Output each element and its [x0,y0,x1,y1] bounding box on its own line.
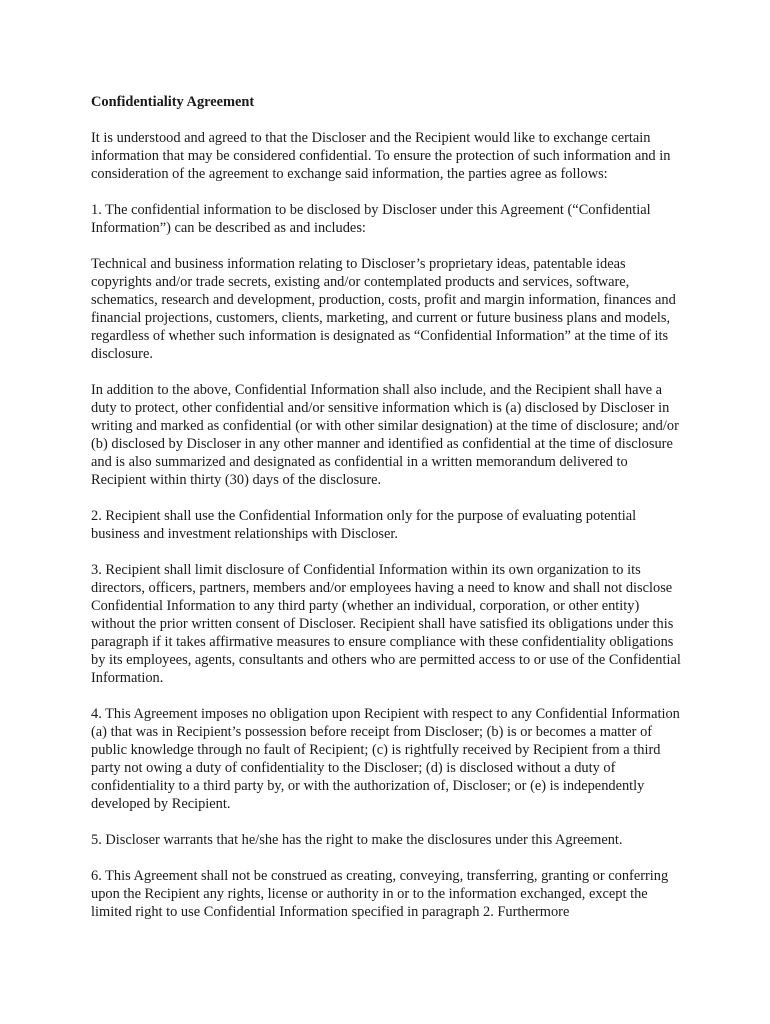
clause-1-detail-paragraph: Technical and business information relating to Discloser’s proprietary ideas, patentable ideas copyrights and/or trade secrets, existing and/or contemplated products and services, software, schematics, research and development, production, costs, profit and margin information, finances and financial projections, customers, clients, marketing, and current or future business plans and models, regardless of whether such information is designated as “Confidential Information” at the time of its disclosure. [91,256,676,362]
clause-2-paragraph: 2. Recipient shall use the Confidential Information only for the purpose of evaluating potential business and investment relationships with Discloser. [91,508,637,542]
document-body [91,93,683,939]
clause-1-additional-paragraph: In addition to the above, Confidential Information shall also include, and the Recipient shall have a duty to protect, other confidential and/or sensitive information which is (a) disclosed by Discloser in writing and marked as confidential (or with other similar designation) at the time of disclosure; and/or (b) disclosed by Discloser in any other manner and identified as confidential at the time of disclosure and is also summarized and designated as confidential in a written memorandum delivered to Recipient within thirty (30) days of the disclosure. [91,382,679,488]
clause-3-paragraph: 3. Recipient shall limit disclosure of Confidential Information within its own organization to its directors, officers, partners, members and/or employees having a need to know and shall not disclose Confidential Information to any third party (whether an individual, corporation, or other entity) without the prior written consent of Discloser. Recipient shall have satisfied its obligations under this paragraph if it takes affirmative measures to ensure compliance with these confidentiality obligations by its employees, agents, consultants and others who are permitted access to or use of the Confidential Information. [91,562,681,686]
document-title: Confidentiality Agreement [91,94,255,110]
clause-4-paragraph: 4. This Agreement imposes no obligation upon Recipient with respect to any Confidential Information (a) that was in Recipient’s possession before receipt from Discloser; (b) is or becomes a matter of public knowledge through no fault of Recipient; (c) is rightfully received by Recipient from a third party not owing a duty of confidentiality to the Discloser; (d) is disclosed without a duty of confidentiality to a third party by, or with the authorization of, Discloser; or (e) is independently developed by Recipient. [91,706,680,812]
clause-5-paragraph: 5. Discloser warrants that he/she has the right to make the disclosures under this Agreement. [91,832,623,848]
clause-6-paragraph: 6. This Agreement shall not be construed as creating, conveying, transferring, granting or conferring upon the Recipient any rights, license or authority in or to the information exchanged, except the limited right to use Confidential Information specified in paragraph 2. Furthermore [91,868,669,920]
clause-1-paragraph: 1. The confidential information to be disclosed by Discloser under this Agreement (“Confidential Information”) can be described as and includes: [91,202,651,236]
intro-paragraph: It is understood and agreed to that the Discloser and the Recipient would like to exchange certain information that may be considered confidential. To ensure the protection of such information and in consideration of the agreement to exchange said information, the parties agree as follows: [91,130,671,182]
